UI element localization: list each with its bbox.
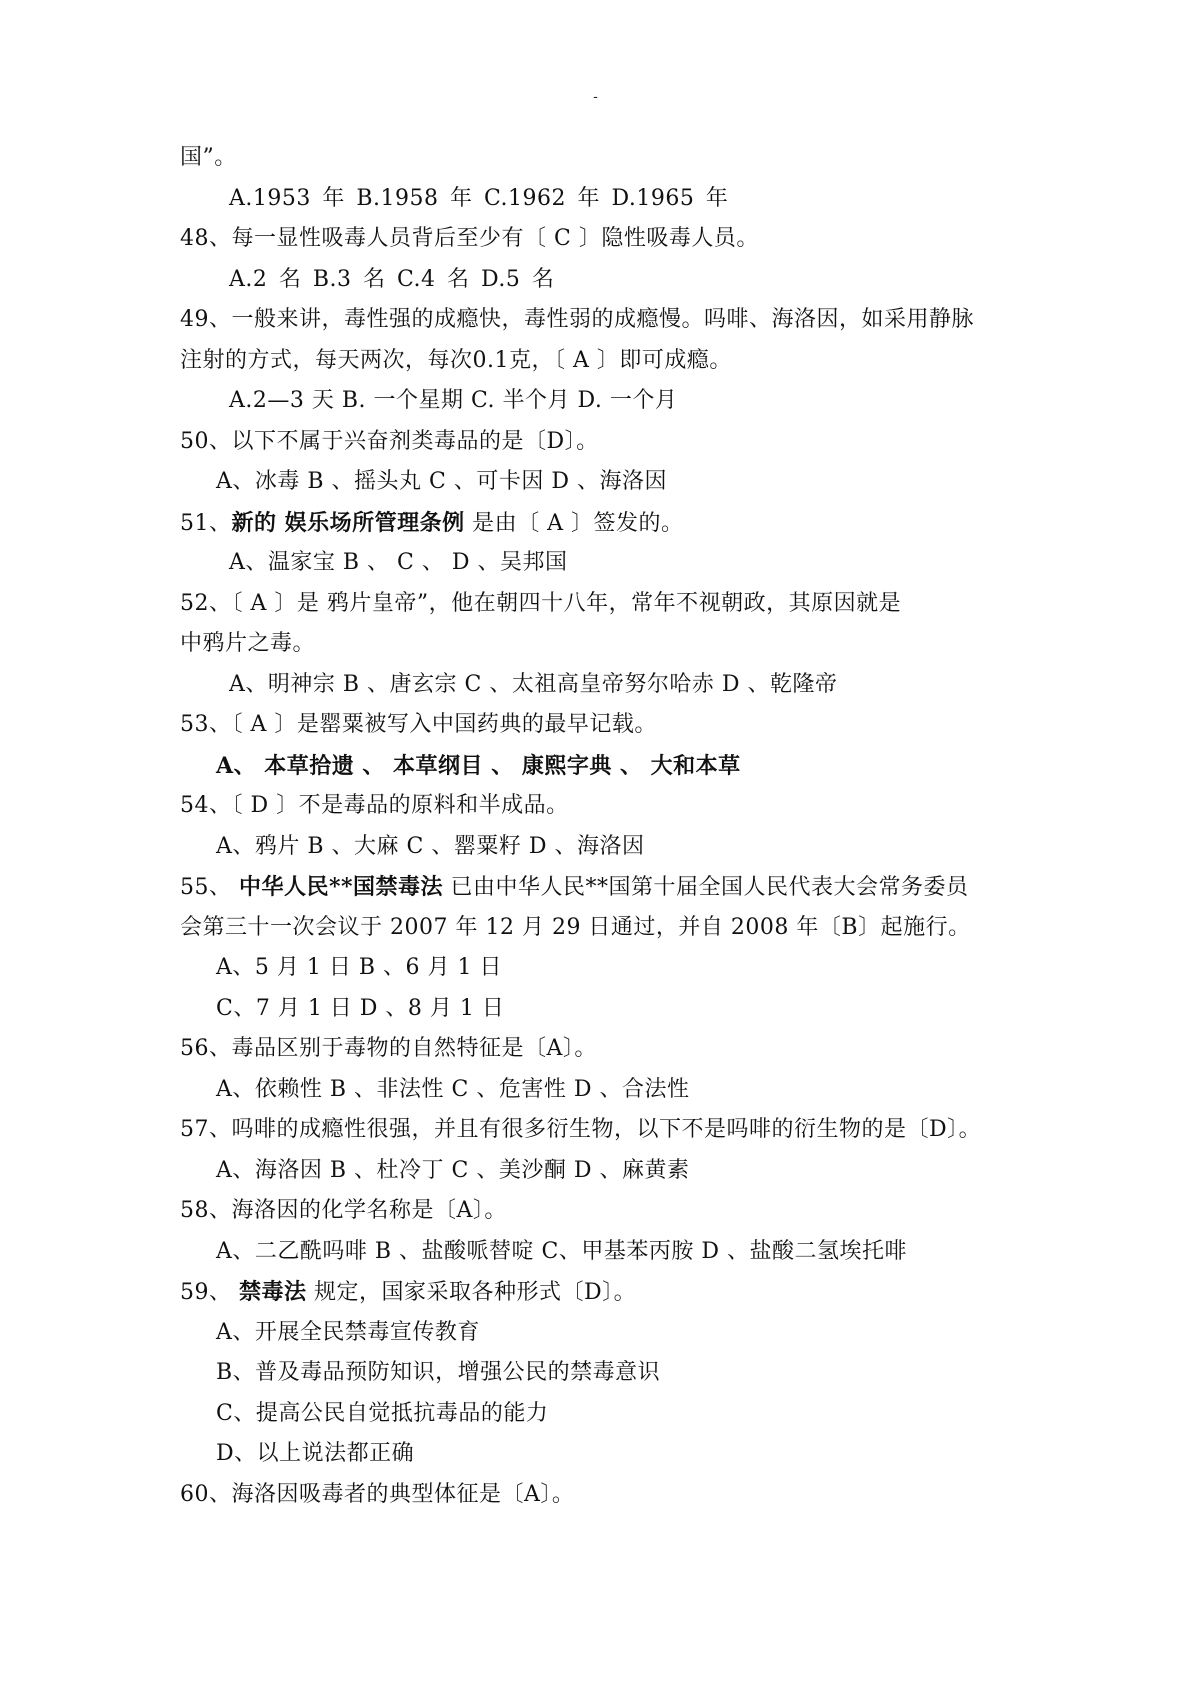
answer-options-57: A、海洛因 B 、杜冷丁 C 、美沙酮 D 、麻黄素 [216,1157,690,1183]
question-text: 已由中华人民**国第十届全国人民代表大会常务委员 [443,875,969,900]
question-number: 51、 [180,510,232,536]
answer-option-d: D、以上说法都正确 [216,1441,415,1466]
question-59 [180,1272,1030,1313]
answer-options-54: A、鸦片 B 、大麻 C 、罂粟籽 D 、海洛因 [216,833,645,859]
answer-option-c: C、提高公民自觉抵抗毒品的能力 [216,1400,549,1426]
question-58: 58、海洛因的化学名称是〔A〕。 [180,1198,507,1223]
question-text: 是由〔 A 〕签发的。 [464,510,684,536]
answer-options-55-ab: A、5 月 1 日 B 、6 月 1 日 [216,955,502,980]
text-line: 国”。 [180,145,237,170]
question-54: 54、〔 D 〕不是毒品的原料和半成品。 [180,793,569,818]
answer-options-48: A.2 名 B.3 名 C.4 名 D.5 名 [229,266,555,292]
law-title: 禁毒法 [239,1279,307,1305]
question-49-cont: 注射的方式，每天两次，每次0.1克，〔 A 〕即可成瘾。 [180,347,732,373]
question-52-cont: 中鸦片之毒。 [180,631,316,656]
answer-options-52: A、明神宗 B 、唐玄宗 C 、太祖高皇帝努尔哈赤 D 、乾隆帝 [229,671,838,697]
question-50: 50、以下不属于兴奋剂类毒品的是〔D〕。 [180,428,599,454]
answer-options-47: A.1953 年 B.1958 年 C.1962 年 D.1965 年 [229,185,729,211]
header-mark: - [593,89,598,105]
question-49: 49、一般来讲，毒性强的成瘾快，毒性弱的成瘾慢。吗啡、海洛因，如采用静脉 [180,307,974,332]
answer-options-56: A、依赖性 B 、非法性 C 、危害性 D 、合法性 [216,1076,690,1102]
question-number: 59、 [180,1280,239,1305]
law-title: 新的 娱乐场所管理条例 [231,509,465,536]
question-48: 48、每一显性吸毒人员背后至少有〔 C 〕隐性吸毒人员。 [180,226,759,251]
document-body [180,138,1030,1515]
question-51 [180,503,1030,544]
question-52: 52、〔 A 〕是 鸦片皇帝”，他在朝四十八年，常年不视朝政，其原因就是 [180,590,902,616]
answer-options-51: A、温家宝 B 、 C 、 D 、吴邦国 [229,550,568,575]
answer-options-53: A、 本草拾遗 、 本草纲目 、 康熙字典 、 大和本草 [216,752,741,779]
answer-options-49: A.2—3 天 B. 一个星期 C. 半个月 D. 一个月 [229,388,678,413]
question-55 [180,867,1030,908]
answer-options-55-cd: C、7 月 1 日 D 、8 月 1 日 [216,995,505,1021]
law-title: 中华人民**国禁毒法 [239,874,444,900]
question-text: 规定，国家采取各种形式〔D〕。 [306,1280,637,1305]
answer-options-58: A、二乙酰吗啡 B 、盐酸哌替啶 C、甲基苯丙胺 D 、盐酸二氢埃托啡 [216,1238,907,1264]
question-number: 55、 [180,875,239,900]
question-55-cont: 会第三十一次会议于 2007 年 12 月 29 日通过，并自 2008 年〔B〕起施行。 [180,914,971,940]
question-60: 60、海洛因吸毒者的典型体征是〔A〕。 [180,1481,575,1507]
answer-options-50: A、冰毒 B 、摇头丸 C 、可卡因 D 、海洛因 [216,469,667,494]
question-56: 56、毒品区别于毒物的自然特征是〔A〕。 [180,1036,597,1061]
answer-option-b: B、普及毒品预防知识，增强公民的禁毒意识 [216,1360,661,1385]
answer-option-a: A、开展全民禁毒宣传教育 [216,1319,480,1345]
question-53: 53、〔 A 〕是罂粟被写入中国药典的最早记载。 [180,712,657,737]
question-57: 57、吗啡的成瘾性很强，并且有很多衍生物，以下不是吗啡的衍生物的是〔D〕。 [180,1117,982,1142]
